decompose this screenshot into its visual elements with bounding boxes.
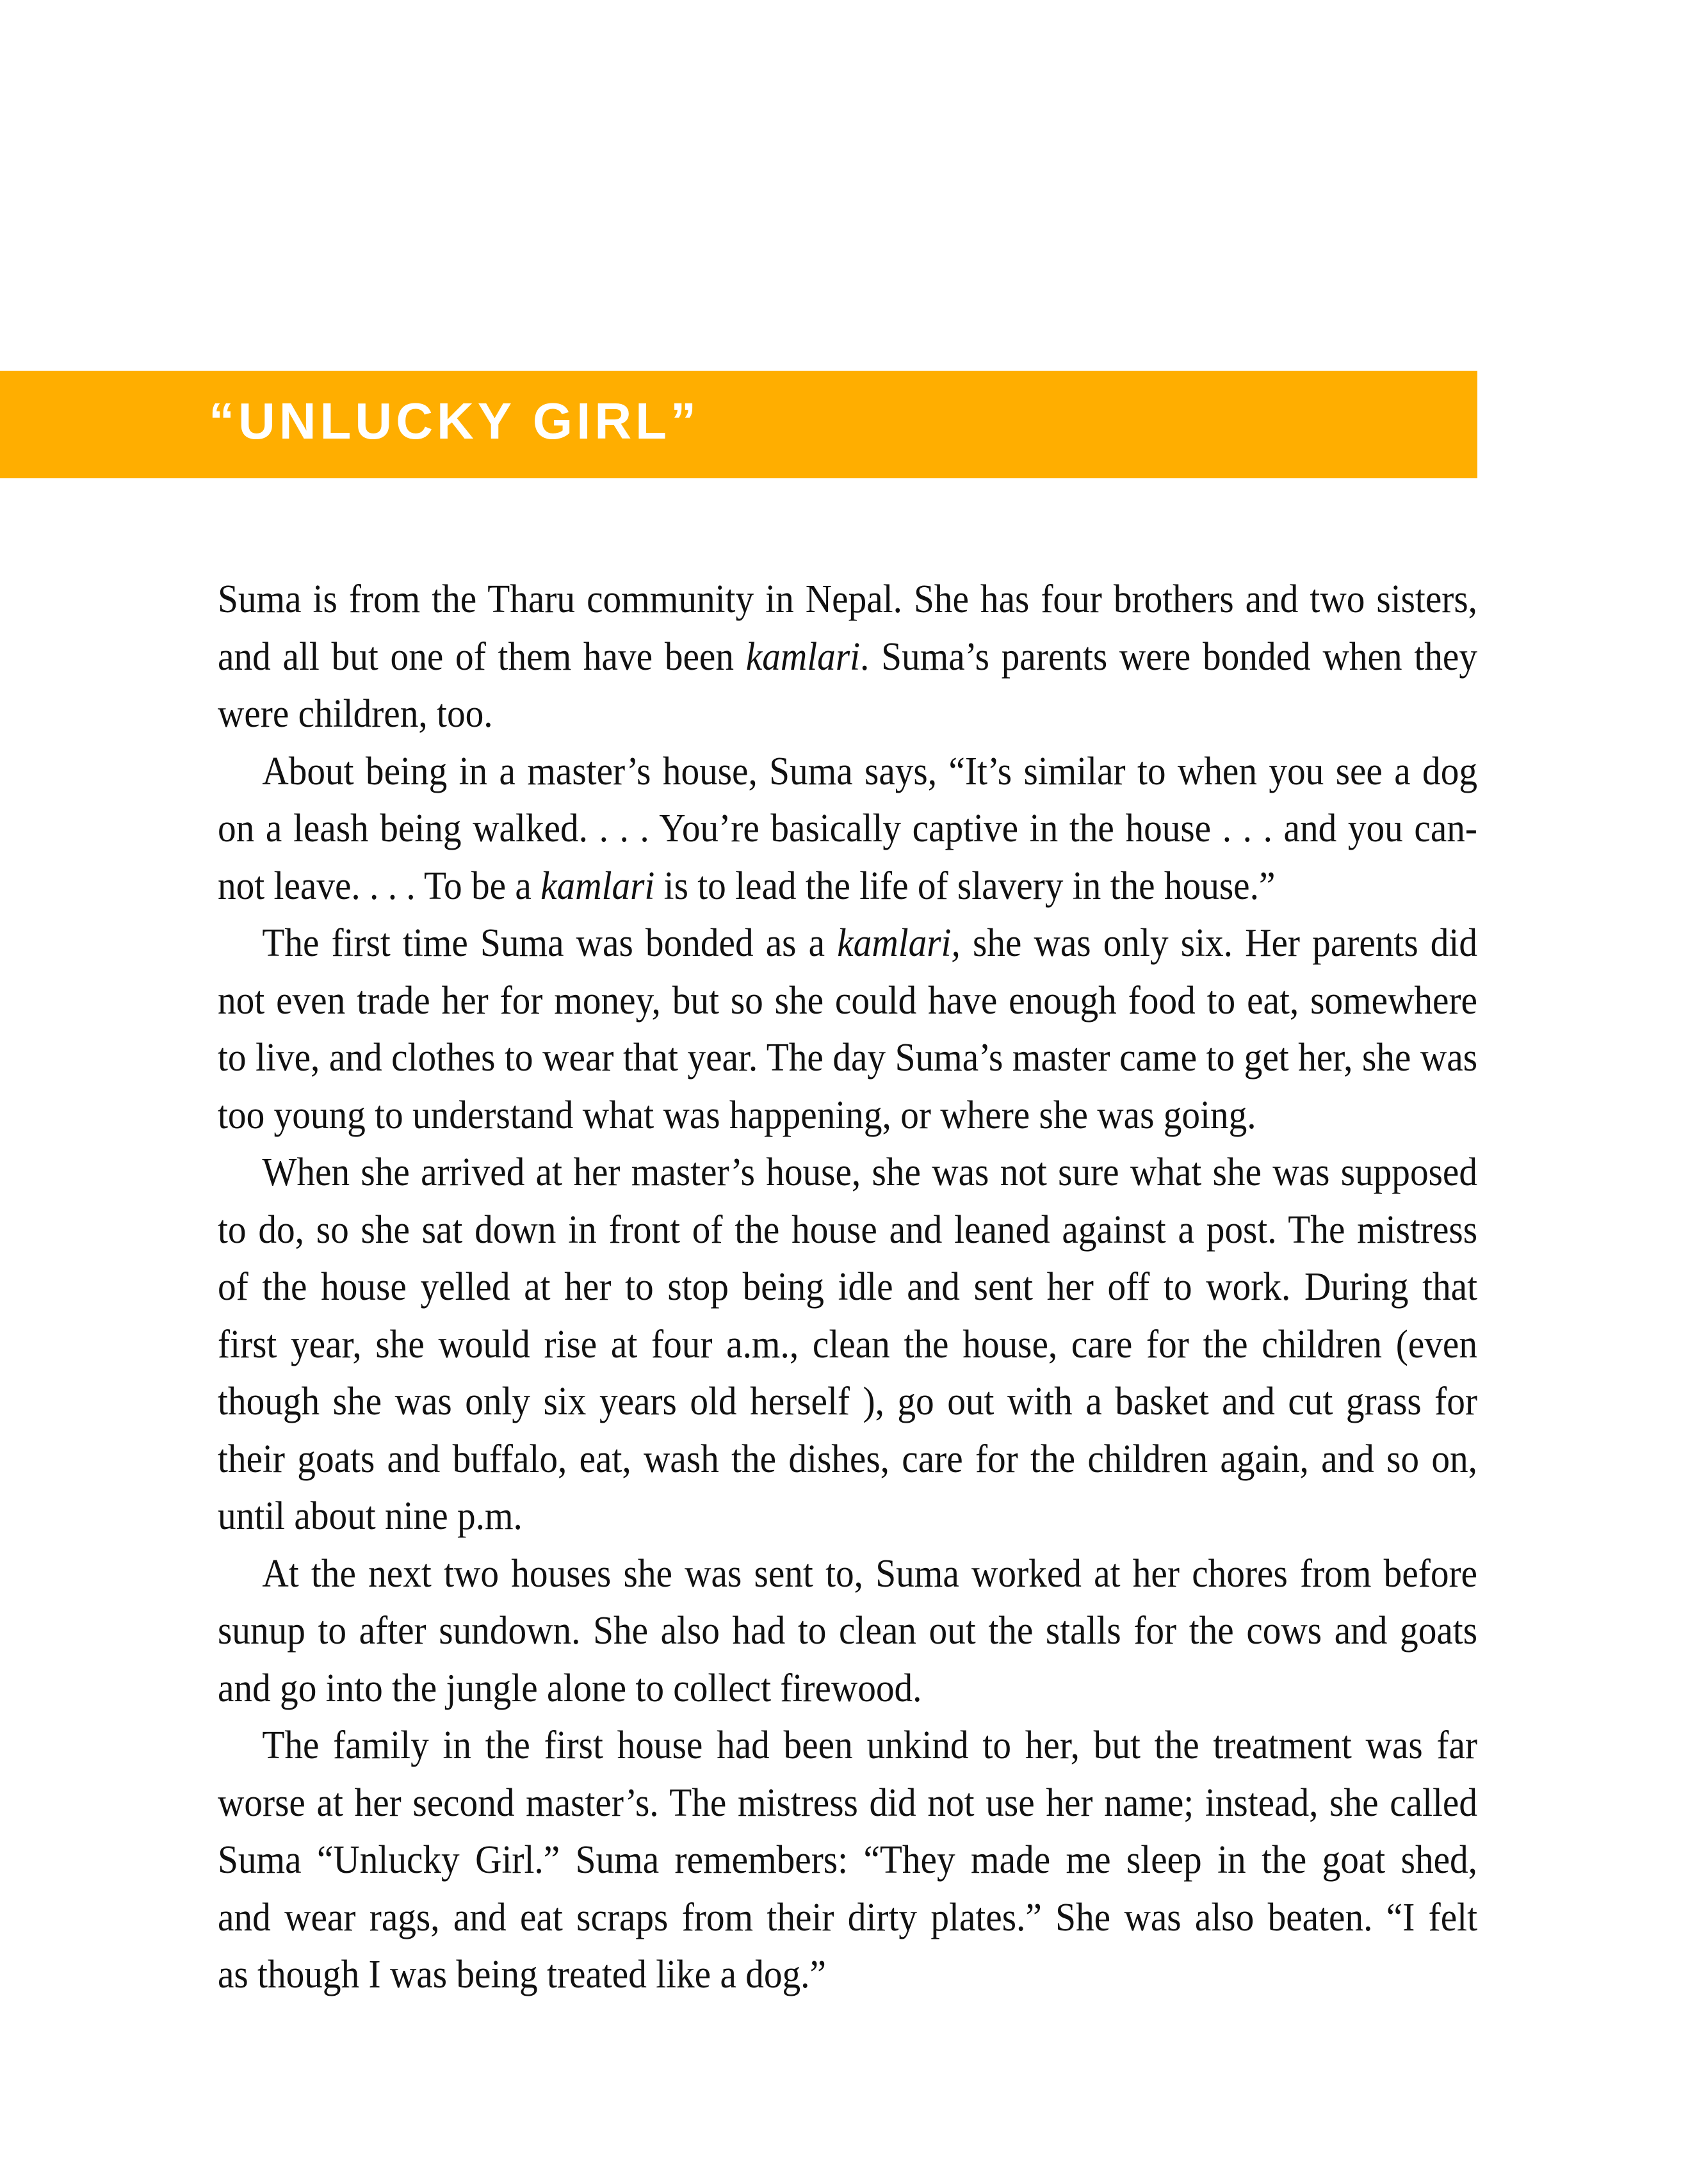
text-run: The first time Suma was bonded as a	[262, 921, 838, 965]
paragraph	[218, 743, 1477, 916]
text-run: About being in a master’s house, Suma says, “It’s similar to when you see a dog	[262, 749, 1477, 793]
italic-term: kamlari	[745, 635, 861, 679]
text-line	[218, 629, 1477, 686]
text-line	[218, 1087, 1477, 1145]
body-text	[218, 571, 1477, 2004]
text-line	[218, 1889, 1477, 1947]
paragraph	[218, 1546, 1477, 1718]
text-line	[218, 1660, 1477, 1718]
italic-term: kamlari	[540, 864, 655, 908]
body-text-column	[218, 571, 1477, 2004]
text-line	[218, 1431, 1477, 1489]
text-line	[218, 915, 1477, 973]
text-run: not leave. . . . To be a	[218, 864, 541, 908]
text-run: of the house yelled at her to stop being idle and sent her off to work. During that	[218, 1265, 1477, 1309]
text-line	[218, 571, 1477, 629]
text-run: until about nine p.m.	[218, 1494, 523, 1538]
text-line	[218, 743, 1477, 801]
paragraph	[218, 915, 1477, 1144]
text-line	[218, 1202, 1477, 1259]
text-line	[218, 686, 1477, 743]
text-run: is to lead the life of slavery in the house.”	[654, 864, 1276, 908]
text-run: not even trade her for money, but so she could have enough food to eat, somewhere	[218, 978, 1477, 1023]
text-run: she was only six. Her parents did	[960, 921, 1477, 965]
text-run: and wear rags, and eat scraps from their dirty plates.” She was also beaten. “I felt	[218, 1895, 1477, 1939]
paragraph	[218, 571, 1477, 743]
text-run: Suma is from the Tharu community in Nepal. She has four brothers and two sisters,	[218, 578, 1477, 621]
text-line	[218, 858, 1477, 916]
text-run: on a leash being walked. . . . You’re basically captive in the house . . . and you can-	[218, 807, 1477, 850]
paragraph	[218, 1144, 1477, 1546]
text-run: Suma “Unlucky Girl.” Suma remembers: “They made me sleep in the goat shed,	[218, 1838, 1477, 1882]
text-run: and all but one of them have been	[218, 635, 746, 679]
italic-term: kamlari,	[837, 921, 961, 965]
paragraph	[218, 1717, 1477, 2004]
text-run: to do, so she sat down in front of the house and leaned against a post. The mistress	[218, 1208, 1477, 1252]
text-run: as though I was being treated like a dog.”	[218, 1953, 826, 1996]
text-line	[218, 1144, 1477, 1202]
text-line	[218, 1832, 1477, 1889]
text-line	[218, 1603, 1477, 1660]
text-run: their goats and buffalo, eat, wash the dishes, care for the children again, and so on,	[218, 1437, 1477, 1481]
text-run: too young to understand what was happening, or where she was going.	[218, 1093, 1256, 1137]
text-run: When she arrived at her master’s house, she was not sure what she was supposed	[262, 1151, 1477, 1194]
text-line	[218, 1775, 1477, 1832]
text-run: and go into the jungle alone to collect firewood.	[218, 1666, 922, 1710]
text-run: The family in the first house had been unkind to her, but the treatment was far	[262, 1724, 1477, 1767]
text-run: . Suma’s parents were bonded when they	[860, 635, 1477, 679]
text-line	[218, 1546, 1477, 1603]
text-line	[218, 1946, 1477, 2004]
text-line	[218, 973, 1477, 1030]
text-line	[218, 1259, 1477, 1316]
text-line	[218, 1717, 1477, 1775]
text-run: first year, she would rise at four a.m., clean the house, care for the children (even	[218, 1322, 1477, 1366]
text-run: to live, and clothes to wear that year. The day Suma’s master came to get her, she was	[218, 1036, 1477, 1080]
text-line	[218, 1373, 1477, 1431]
section-title: “UNLUCKY GIRL”	[209, 392, 700, 449]
text-line	[218, 1316, 1477, 1374]
text-run: though she was only six years old herself ), go out with a basket and cut grass for	[218, 1380, 1477, 1423]
text-line	[218, 800, 1477, 858]
text-line	[218, 1488, 1477, 1546]
text-run: sunup to after sundown. She also had to clean out the stalls for the cows and goats	[218, 1609, 1477, 1653]
text-run: At the next two houses she was sent to, Suma worked at her chores from before	[262, 1551, 1477, 1596]
text-run: were children, too.	[218, 692, 493, 736]
text-line	[218, 1030, 1477, 1087]
text-run: worse at her second master’s. The mistress did not use her name; instead, she called	[218, 1781, 1477, 1825]
